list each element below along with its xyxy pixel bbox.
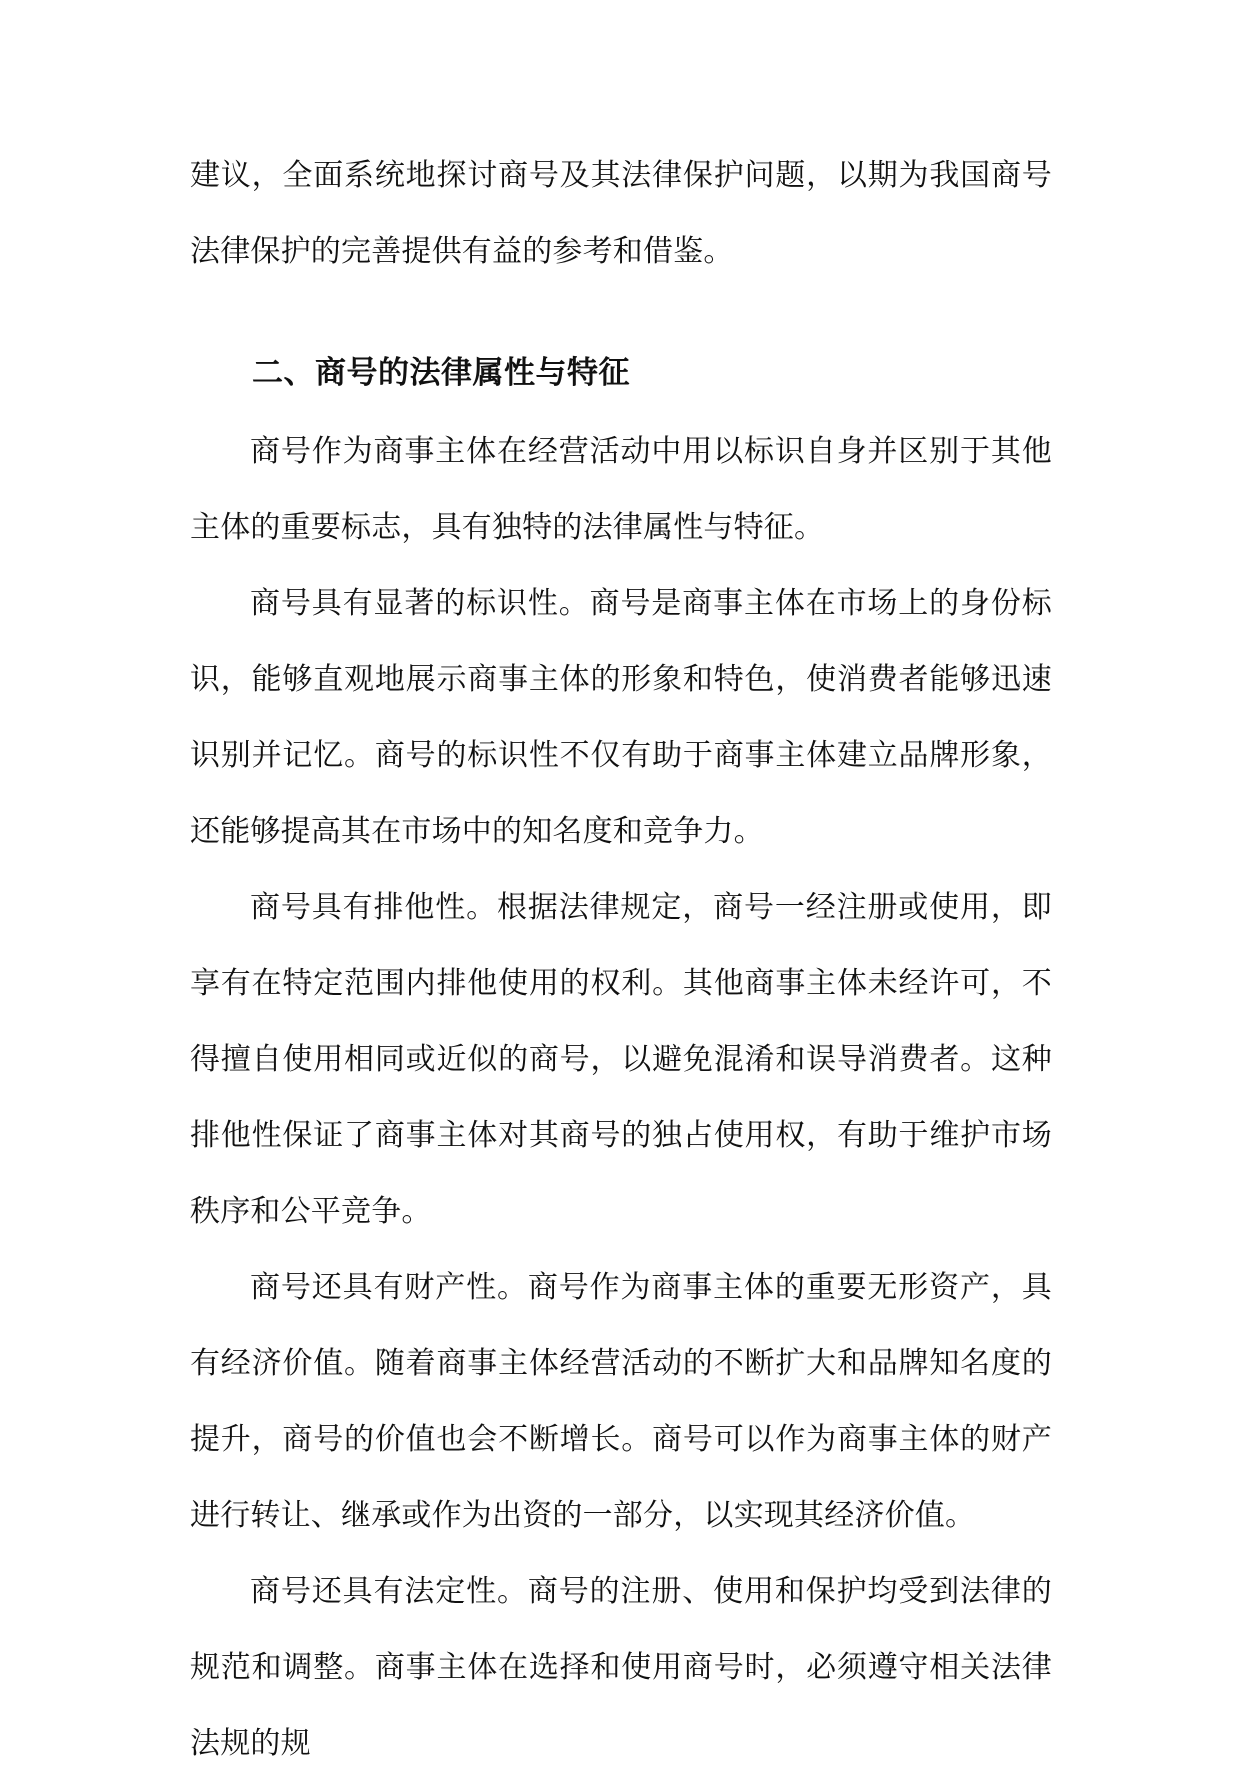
paragraph-continuation: 建议，全面系统地探讨商号及其法律保护问题，以期为我国商号法律保护的完善提供有益的参考和借鉴。	[190, 158, 1052, 269]
document-body	[190, 138, 1052, 1782]
paragraph-legality: 商号还具有法定性。商号的注册、使用和保护均受到法律的规范和调整。商事主体在选择和使用商号时，必须遵守相关法律法规的规	[190, 1574, 1052, 1761]
paragraph-exclusivity: 商号具有排他性。根据法律规定，商号一经注册或使用，即享有在特定范围内排他使用的权利。其他商事主体未经许可，不得擅自使用相同或近似的商号，以避免混淆和误导消费者。这种排他性保证了商事主体对其商号的独占使用权，有助于维护市场秩序和公平竞争。	[190, 890, 1052, 1229]
paragraph-identification: 商号具有显著的标识性。商号是商事主体在市场上的身份标识，能够直观地展示商事主体的形象和特色，使消费者能够迅速识别并记忆。商号的标识性不仅有助于商事主体建立品牌形象，还能够提高其在市场中的知名度和竞争力。	[190, 586, 1052, 849]
section-heading: 二、商号的法律属性与特征	[252, 355, 630, 391]
paragraph-property: 商号还具有财产性。商号作为商事主体的重要无形资产，具有经济价值。随着商事主体经营活动的不断扩大和品牌知名度的提升，商号的价值也会不断增长。商号可以作为商事主体的财产进行转让、继承或作为出资的一部分，以实现其经济价值。	[190, 1270, 1052, 1533]
paragraph-intro: 商号作为商事主体在经营活动中用以标识自身并区别于其他主体的重要标志，具有独特的法律属性与特征。	[190, 434, 1052, 545]
